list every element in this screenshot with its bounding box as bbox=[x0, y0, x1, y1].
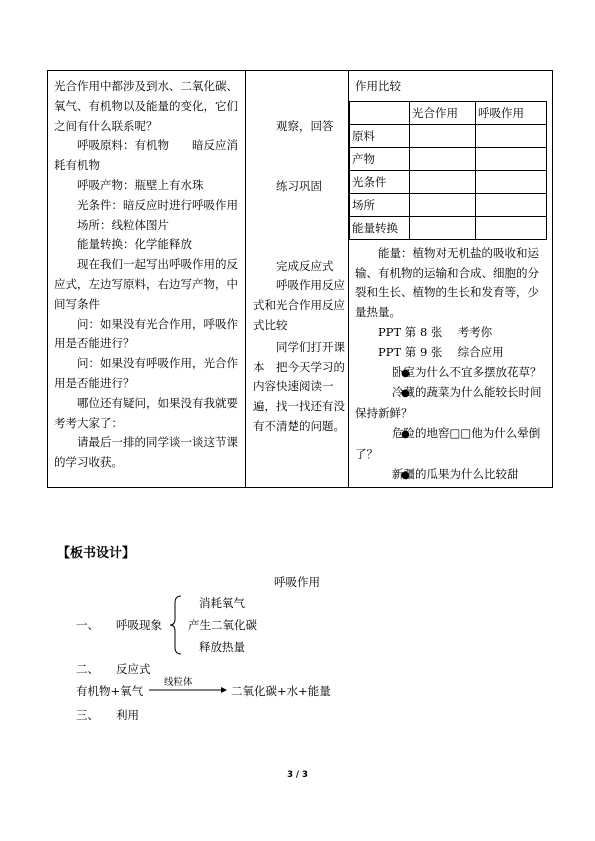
compare-table bbox=[349, 101, 547, 240]
section3-number: 三、 bbox=[76, 708, 99, 722]
s1-item-2: 释放热量 bbox=[199, 640, 245, 654]
col1-line-4: 场所：线粒体图片 bbox=[77, 217, 169, 232]
compare-cell bbox=[476, 216, 547, 239]
s1-item-0: 消耗氧气 bbox=[199, 596, 245, 610]
board-heading: 【板书设计】 bbox=[57, 546, 136, 561]
s1-item-1: 产生二氧化碳 bbox=[188, 618, 257, 632]
student-activity-cell bbox=[246, 71, 349, 488]
col1-line-8: 问：如果没有呼吸作用，光合作用是否能进行？ bbox=[54, 356, 238, 390]
compare-row-label: 产物 bbox=[350, 147, 410, 170]
question-item bbox=[355, 363, 547, 384]
compare-cell bbox=[476, 124, 547, 147]
compare-cell bbox=[410, 193, 476, 216]
col2-complete: 完成反应式 bbox=[276, 258, 334, 273]
bullet-icon bbox=[378, 426, 392, 440]
question-text: 冷藏的蔬菜为什么能较长时间保持新鲜？ bbox=[355, 385, 542, 421]
ppt8-note: PPT 第 8 张 考考你 bbox=[378, 324, 493, 339]
col1-line-3: 光条件：暗反应时进行呼吸作用 bbox=[77, 197, 238, 212]
bullet-icon bbox=[378, 385, 392, 399]
equation-condition: 线粒体 bbox=[164, 677, 193, 688]
question-item bbox=[355, 465, 547, 486]
section2-label: 反应式 bbox=[116, 662, 151, 676]
compare-cell bbox=[476, 170, 547, 193]
col1-line-10: 请最后一排的同学谈一谈这节课的学习收获。 bbox=[54, 435, 238, 470]
compare-header-photosynthesis: 光合作用 bbox=[410, 101, 476, 124]
compare-cell bbox=[410, 216, 476, 239]
compare-header-blank bbox=[350, 101, 410, 124]
bullet-icon bbox=[378, 467, 392, 481]
equation-left: 有机物+氧气 bbox=[76, 684, 144, 698]
col1-line-9: 哪位还有疑问，如果没有我就要考考大家了： bbox=[54, 395, 238, 430]
board-title: 呼吸作用 bbox=[274, 575, 320, 589]
section3-label: 利用 bbox=[116, 708, 139, 722]
ppt9-note: PPT 第 9 张 综合应用 bbox=[378, 344, 504, 359]
section2-number: 二、 bbox=[76, 662, 99, 676]
col1-line-2: 呼吸产物：瓶壁上有水珠 bbox=[77, 177, 204, 192]
arrow-right-icon bbox=[149, 677, 227, 697]
compare-header-respiration: 呼吸作用 bbox=[476, 101, 547, 124]
compare-cell bbox=[476, 147, 547, 170]
compare-cell bbox=[410, 147, 476, 170]
bullet-icon bbox=[378, 365, 392, 379]
compare-cell bbox=[410, 124, 476, 147]
compare-cell bbox=[476, 193, 547, 216]
col1-line-5: 能量转换：化学能释放 bbox=[77, 237, 192, 252]
col2-review: 同学们打开课本 把今天学习的内容快速阅读一遍，找一找还有没有不清楚的问题。 bbox=[253, 339, 345, 433]
question-item bbox=[355, 383, 547, 424]
compare-row-label: 原料 bbox=[350, 124, 410, 147]
brace-icon bbox=[170, 595, 182, 655]
col2-observe: 观察，回答 bbox=[276, 119, 334, 133]
section1-number: 一、 bbox=[76, 618, 99, 632]
question-text: 卧室为什么不宜多摆放花草？ bbox=[392, 364, 542, 379]
energy-note: 能量：植物对无机盐的吸收和运输、有机物的运输和合成、细胞的分裂和生长、植物的生长和发育等，少量热量。 bbox=[355, 245, 539, 320]
col2-practice: 练习巩固 bbox=[276, 178, 322, 193]
question-item bbox=[355, 424, 547, 465]
compare-cell bbox=[410, 170, 476, 193]
col1-line-6: 现在我们一起写出呼吸作用的反应式，左边写原料，右边写产物，中间写条件 bbox=[54, 257, 238, 311]
col1-line-7: 问：如果没有光合作用，呼吸作用是否能进行？ bbox=[54, 316, 238, 351]
col2-compare: 呼吸作用反应式和光合作用反应式比较 bbox=[253, 278, 345, 332]
teacher-activity-cell bbox=[48, 71, 246, 488]
section1-label: 呼吸现象 bbox=[116, 618, 162, 632]
equation-right: 二氧化碳+水+能量 bbox=[231, 684, 331, 698]
compare-title: 作用比较 bbox=[355, 79, 401, 93]
compare-row-label: 场所 bbox=[350, 193, 410, 216]
question-text: 新疆的瓜果为什么比较甜 bbox=[392, 466, 519, 481]
compare-row-label: 光条件 bbox=[350, 170, 410, 193]
col1-line-0: 光合作用中都涉及到水、二氧化碳、氧气、有机物以及能量的变化，它们之间有什么联系呢？ bbox=[54, 79, 238, 133]
design-intent-cell bbox=[349, 71, 553, 488]
question-text: 危险的地窖□□他为什么晕倒了？ bbox=[355, 425, 541, 461]
compare-row-label: 能量转换 bbox=[350, 216, 410, 239]
col1-line-1: 呼吸原料：有机物 暗反应消耗有机物 bbox=[54, 138, 238, 173]
page-number: 3 / 3 bbox=[287, 770, 308, 780]
lesson-table bbox=[47, 70, 553, 488]
